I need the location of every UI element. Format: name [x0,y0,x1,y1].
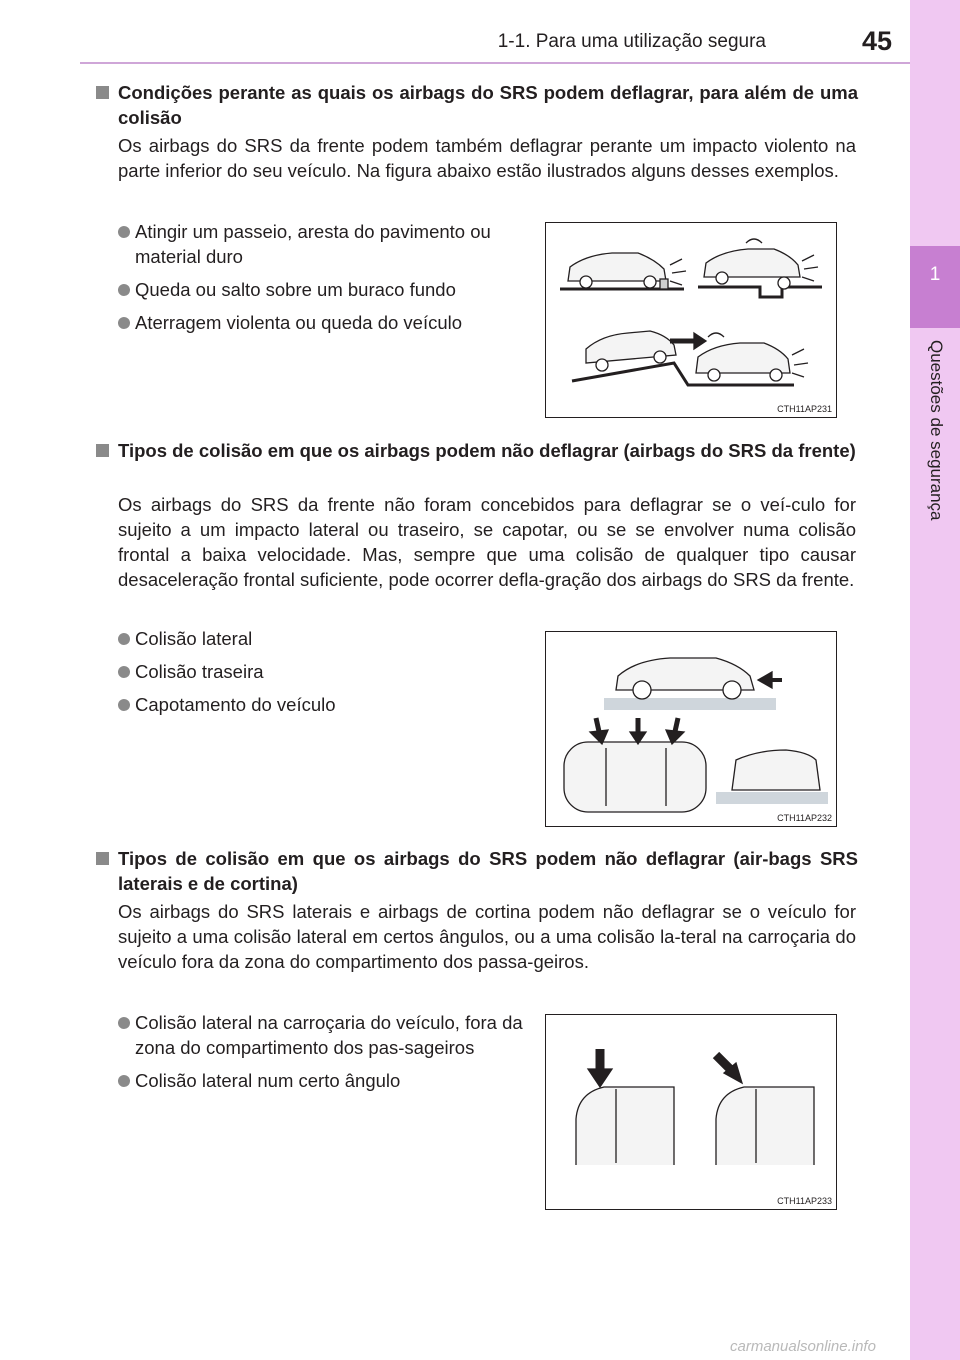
list-item: Capotamento do veículo [118,692,528,717]
bullet-dot-icon [118,699,130,711]
bullet-dot-icon [118,633,130,645]
heading-square-icon [96,86,109,99]
list-item: Colisão lateral num certo ângulo [118,1068,528,1093]
cars-impact-illustration [546,223,836,417]
bullet-list-2 [118,626,528,725]
list-item: Atingir um passeio, aresta do pavimento ou material duro [118,219,528,269]
collision-types-illustration [546,632,836,826]
figure-collision-types [545,631,837,827]
section-heading-1 [96,80,858,130]
section-paragraph-3: Os airbags do SRS laterais e airbags de cortina podem não deflagrar se o veículo for sujeito a uma colisão lateral em certos ângulos, ou a uma colisão la-teral na carroçaria do veículo fora da zona do compartimento dos passa-geiros. [118,901,856,972]
header-divider [80,62,910,64]
heading-square-icon [96,852,109,865]
figure-code: CTH11AP232 [777,813,832,823]
section-heading-text: Tipos de colisão em que os airbags podem não deflagrar (airbags do SRS da frente) [118,440,856,461]
list-item: Queda ou salto sobre um buraco fundo [118,277,528,302]
section-heading-3 [96,846,858,896]
bullet-dot-icon [118,666,130,678]
list-item: Colisão traseira [118,659,528,684]
bullet-list-1 [118,219,528,343]
list-item: Aterragem violenta ou queda do veículo [118,310,528,335]
bullet-dot-icon [118,226,130,238]
chapter-title-wrap [922,340,952,600]
heading-square-icon [96,444,109,457]
figure-underbody-impacts [545,222,837,418]
figure-side-collision [545,1014,837,1210]
list-item: Colisão lateral na carroçaria do veículo, fora da zona do compartimento dos pas-sageiros [118,1010,528,1060]
section-heading-text: Condições perante as quais os airbags do SRS podem deflagrar, para além de uma colisão [118,82,858,128]
section-paragraph-2: Os airbags do SRS da frente não foram concebidos para deflagrar se o veí-culo for sujeito a um impacto lateral ou traseiro, se capotar, ou se se envolver numa colisão frontal a baixa velocidade. Mas, sempre que uma colisão de qualquer tipo causar desaceleração frontal suficiente, pode ocorrer defla-gração dos airbags do SRS da frente. [118,494,856,590]
chapter-number-box [910,246,960,328]
section-heading-2 [96,438,858,463]
figure-code: CTH11AP233 [777,1196,832,1206]
bullet-dot-icon [118,1075,130,1087]
side-collision-illustration [546,1015,836,1209]
bullet-dot-icon [118,284,130,296]
bullet-list-3 [118,1010,528,1101]
bullet-dot-icon [118,1017,130,1029]
section-heading-text: Tipos de colisão em que os airbags do SRS podem não deflagrar (air-bags SRS laterais e de cortina) [118,848,858,894]
chapter-title: Questões de segurança [927,340,946,521]
footer-watermark: carmanualsonline.info [730,1338,876,1355]
bullet-dot-icon [118,317,130,329]
chapter-number: 1 [929,264,941,285]
section-paragraph-1: Os airbags do SRS da frente podem também deflagrar perante um impacto violento na parte inferior do seu veículo. Na figura abaixo estão ilustrados alguns desses exemplos. [118,135,856,181]
page-number: 45 [861,26,892,56]
running-header-title: 1-1. Para uma utilização segura [497,31,766,52]
list-item: Colisão lateral [118,626,528,651]
chapter-side-tab [910,0,960,1360]
figure-code: CTH11AP231 [777,404,832,414]
